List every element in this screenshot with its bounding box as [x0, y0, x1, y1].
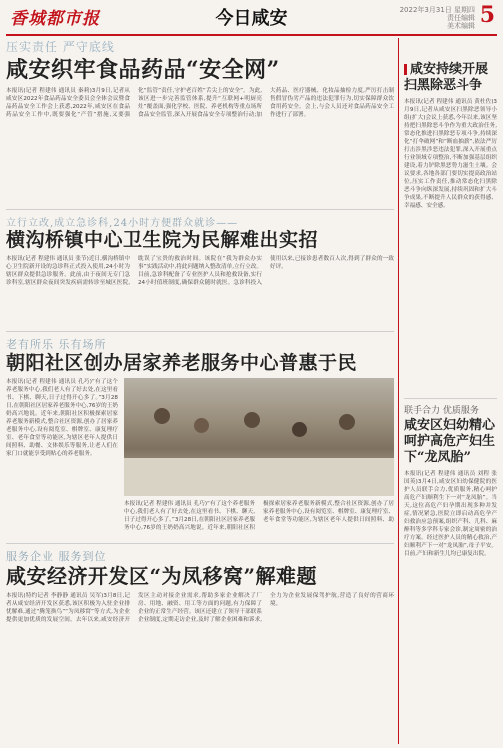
side-headline: 咸安持续开展扫黑除恶斗争 [404, 62, 489, 93]
article-body: 本报讯(记者 程建伟 通讯员 孔巧)“有了这个养老服务中心,我们老人有了好去处,在这里看书、下棋、聊天,日子过得开心多了。”3月28日,在朝阳社区居家养老服务中心,76岁的王奶奶高兴地说。近年来,朝阳社区积极探索居家养老服务新模式,整合社区资源,创办了居家养老服务中心,设有阅览室、棋牌室、康复理疗室、老年食堂等功能区,为辖区老年人提供日间照料、助餐、文体娱乐等服务,让老人们在家门口就能享受到贴心的养老服务。 [6, 379, 118, 457]
side-kicker: 联手合力 优质服务 [404, 406, 479, 416]
page-content [6, 38, 497, 744]
main-column [6, 38, 394, 744]
article-photo [124, 378, 394, 496]
article-body: 本报讯(记者 程建伟 通讯员 秦莉)3月9日,记者从咸安区2022年食品药品安全委员会全体会议暨食品药品安全工作会上获悉,2022年,咸安区在食品药品安全工作中,既要强化“产管”措施,又要强化“监管”责任,守护老百姓“舌尖上的安全”。为此,该区进一步完善监管体系,提升“互联网+明厨亮灶”覆盖面,强化学校、医院、养老机构等重点场所食品安全监管,深入开展食品安全专项整治行动;加大药品、医疗器械、化妆品抽检力度,严厉打击制售假冒伪劣产品的违法犯罪行为,切实保障群众饮食用药安全。会上,与会人员还对食品药品安全工作进行了部署。 [6, 88, 394, 118]
article-body-continued: 本报讯(记者 程建伟 通讯员 孔巧)“有了这个养老服务中心,我们老人有了好去处,在这里看书、下棋、聊天,日子过得开心多了。”3月28日,在朝阳社区居家养老服务中心,76岁的王奶奶高兴地说。近年来,朝阳社区积极探索居家养老服务新模式,整合社区资源,创办了居家养老服务中心,设有阅览室、棋牌室、康复理疗室、老年食堂等功能区,为辖区老年人提供日间照料、助 [124, 501, 394, 531]
article-headline: 朝阳社区创办居家养老服务中心普惠于民 [6, 352, 358, 374]
page-number: 5 [479, 2, 495, 28]
article-kicker: 立行立改,成立急诊科,24小时方便群众就诊—— [6, 218, 239, 229]
side-headline: 咸安区妇幼精心呵护高危产妇生下“龙凤胎” [404, 418, 496, 465]
section-title: 今日咸安 [215, 8, 288, 29]
newspaper-logo: 香城都市报 [10, 9, 100, 29]
masthead [6, 0, 497, 36]
article-headline: 咸安织牢食品药品“安全网” [6, 57, 280, 83]
article-headline: 咸安经济开发区“为凤移窝”解难题 [6, 564, 318, 588]
side-article-body: 本报讯(记者 程建伟 通讯员 刘程 张国英)3月4日,咸安区妇幼保健院的医护人员联手合力,优质服务,精心呵护高危产妇顺利生下一对“龙凤胎”。当天,这位高危产妇孕期出现多种并发症,情况紧急,医院立即启动高危孕产妇救治应急预案,组织产科、儿科、麻醉科等多学科专家会诊,制定周密的治疗方案。经过医护人员的精心救治,产妇顺利产下一对“龙凤胎”,母子平安。目前,产妇和新生儿均已康复出院。 [404, 471, 497, 557]
side-article-body: 本报讯(记者 程建伟 通讯员 黄杜佐)3月9日,记者从咸安区扫黑除恶领导小组(扩大)会议上获悉,今年以来,该区坚持把扫黑除恶斗争作为重大政治任务,常态化推进扫黑除恶专项斗争,持续深化“打伞破网”和“断血抽薪”,依法严厉打击涉黑涉恶违法犯罪,深入开展重点行业领域专项整治,不断加强基层组织建设,着力铲除黑恶势力滋生土壤。会议要求,各地各部门要切实提高政治站位,压实工作责任,推动常态化扫黑除恶斗争向纵深发展,持续巩固和扩大斗争成果,不断提升人民群众的获得感、幸福感、安全感。 [404, 99, 497, 209]
editor-line: 责任编辑 [447, 14, 475, 22]
article-health-center [6, 210, 394, 332]
article-body: 本报讯(记者 程建伟 通讯员 张节)近日,横沟桥镇中心卫生院新开设的急诊科正式投入使用,24小时为辖区群众提供急诊服务。此前,由于夜间无专门急诊科室,辖区群众夜间突发疾病需转诊至城区医院,耽误了宝贵的救治时间。该院在“我为群众办实事”实践活动中,将此问题纳入整改清单,立行立改。目前,急诊科配备了专业医护人员和抢救设备,实行24小时值班制度,确保群众随时就医。急诊科投入使用以来,已接诊患者数百人次,得到了群众的一致好评。 [6, 256, 394, 286]
article-body: 本报讯(特约记者 李静静 通讯员 吴军)3月8日,记者从咸安经济开发区获悉,该区积极为入驻企业排忧解难,通过“腾笼换鸟”“为凤移窝”等方式,为企业提供更加优质的发展空间。去年以来,咸安经济开发区主动对接企业需求,帮助多家企业解决了厂房、用地、融资、用工等方面的问题,有力保障了企业的正常生产经营。该区还建立了领导干部联系企业制度,定期走访企业,及时了解企业困难和诉求,全力为企业发展保驾护航,营造了良好的营商环境。 [6, 593, 394, 623]
side-article-maternal [404, 399, 497, 729]
article-headline: 横沟桥镇中心卫生院为民解难出实招 [6, 229, 319, 251]
article-kicker: 老有所乐 乐有场所 [6, 338, 107, 351]
article-dev-zone [6, 544, 394, 728]
issue-meta [400, 6, 475, 30]
article-kicker: 压实责任 严守底线 [6, 40, 115, 54]
designer-line: 美术编辑 [447, 22, 475, 30]
article-food-safety [6, 38, 394, 210]
sidebar-column [398, 38, 497, 744]
article-elderly-center [6, 332, 394, 544]
issue-date: 2022年3月31日 星期四 [399, 6, 475, 14]
side-article-anti-crime [404, 38, 497, 399]
red-bar-marker [404, 64, 407, 75]
article-kicker: 服务企业 服务到位 [6, 550, 107, 563]
